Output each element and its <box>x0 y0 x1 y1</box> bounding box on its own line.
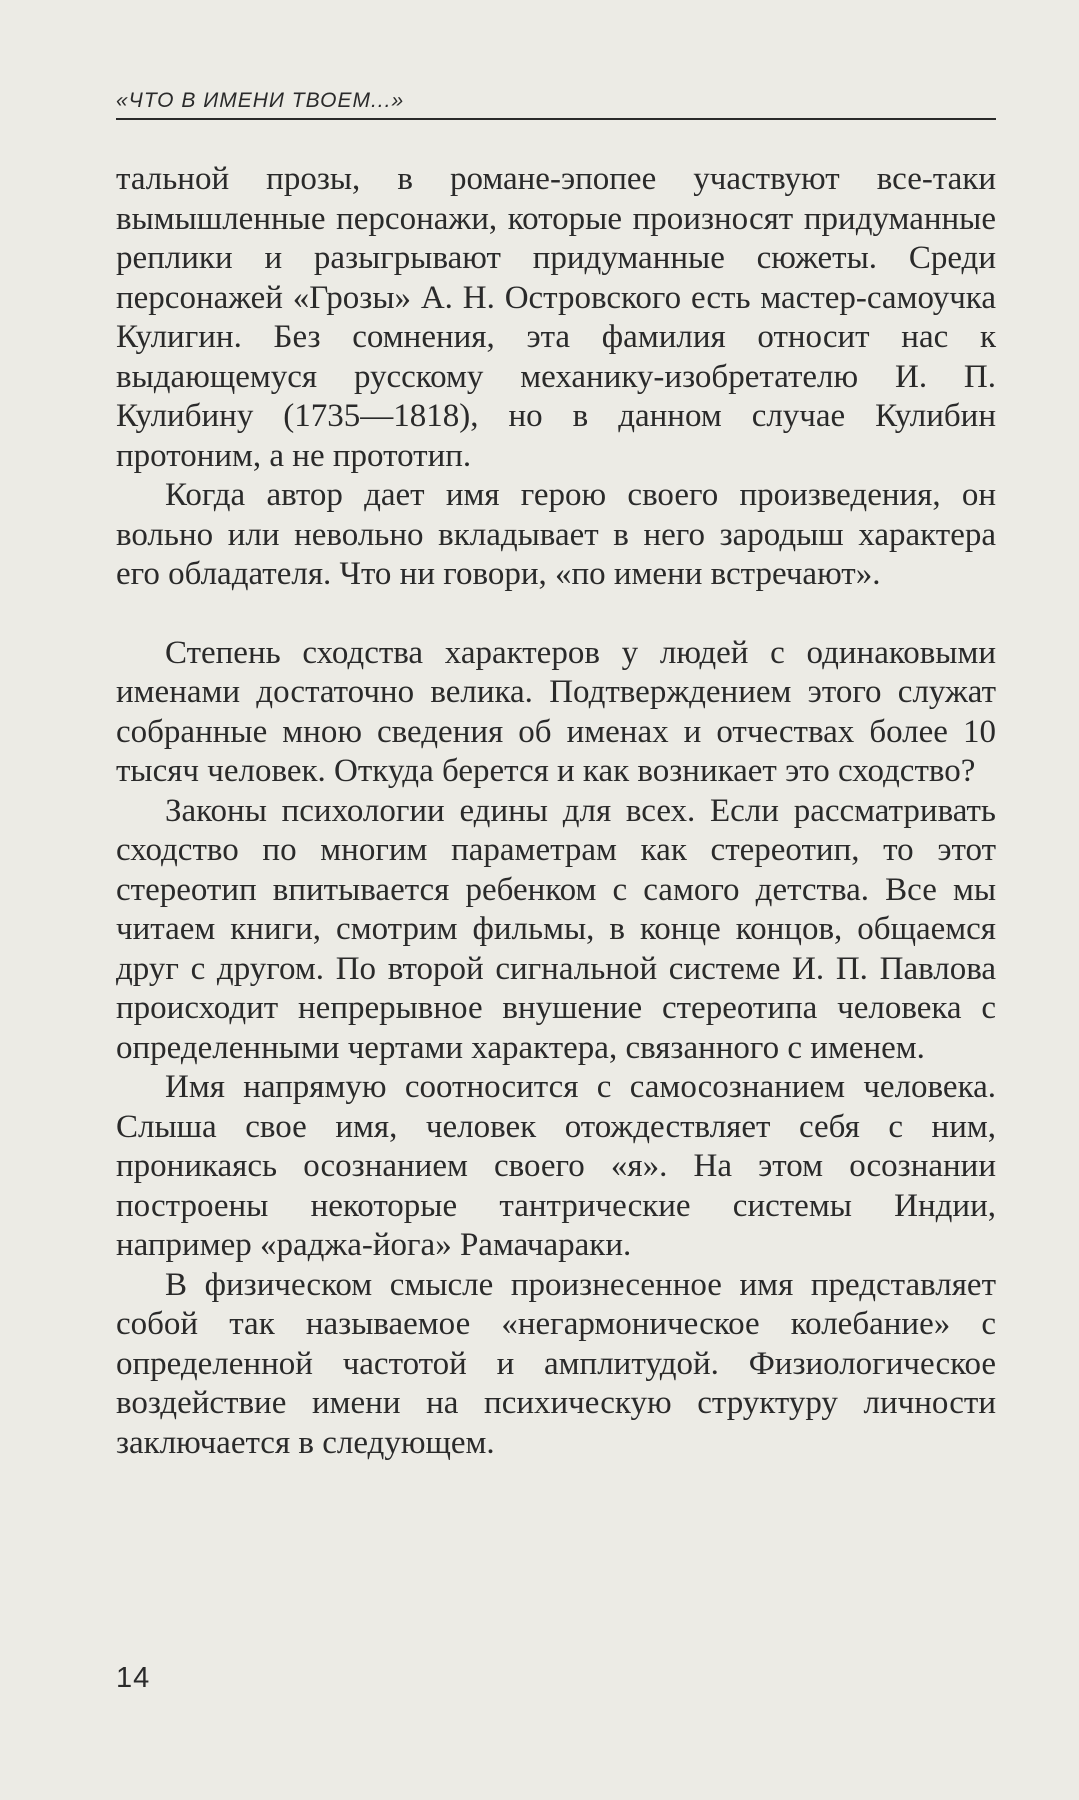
paragraph: Степень сходства характеров у людей с одинаковыми именами достаточно велика. Подтверждением этого служат собранные мною сведения об именах и отчествах более 10 тысяч человек. Откуда берется и как возникает это сходство? <box>116 634 996 789</box>
body-text <box>116 160 996 1463</box>
paragraph: Когда автор дает имя герою своего произведения, он вольно или невольно вкладывает в него зародыш характера его обладателя. Что ни говори, «по имени встречают». <box>116 477 996 592</box>
paragraph: В физическом смысле произнесенное имя представляет собой так называемое «негармоническое колебание» с определенной частотой и амплитудой. Физиологическое воздействие имени на психическую структуру личности заключается в следующем. <box>116 1266 996 1461</box>
running-header <box>116 88 996 120</box>
page-number: 14 <box>116 1662 151 1694</box>
running-header-title: «ЧТО В ИМЕНИ ТВОЕМ...» <box>116 89 405 112</box>
paragraph: Законы психологии едины для всех. Если рассматривать сходство по многим параметрам как стереотип, то этот стереотип впитывается ребенком с самого детства. Все мы читаем книги, смотрим фильмы, в конце концов, общаемся друг с другом. По второй сигнальной системе И. П. Павлова происходит непрерывное внушение стереотипа человека с определенными чертами характера, связанного с именем. <box>116 792 996 1066</box>
paragraph: Имя напрямую соотносится с самосознанием человека. Слыша свое имя, человек отождествляет себя с ним, проникаясь осознанием своего «я». На этом осознании построены некоторые тантрические системы Индии, например «раджа-йога» Рамачараки. <box>116 1069 996 1263</box>
paragraph-continuation: тальной прозы, в романе-эпопее участвуют все-таки вымышленные персонажи, которые произносят придуманные реплики и разыгрывают придуманные сюжеты. Среди персонажей «Грозы» А. Н. Островского есть мастер-самоучка Кулигин. Без сомнения, эта фамилия относит нас к выдающемуся русскому механику-изобретателю И. П. Кулибину (1735—1818), но в данном случае Кулибин протоним, а не прототип. <box>116 161 996 474</box>
